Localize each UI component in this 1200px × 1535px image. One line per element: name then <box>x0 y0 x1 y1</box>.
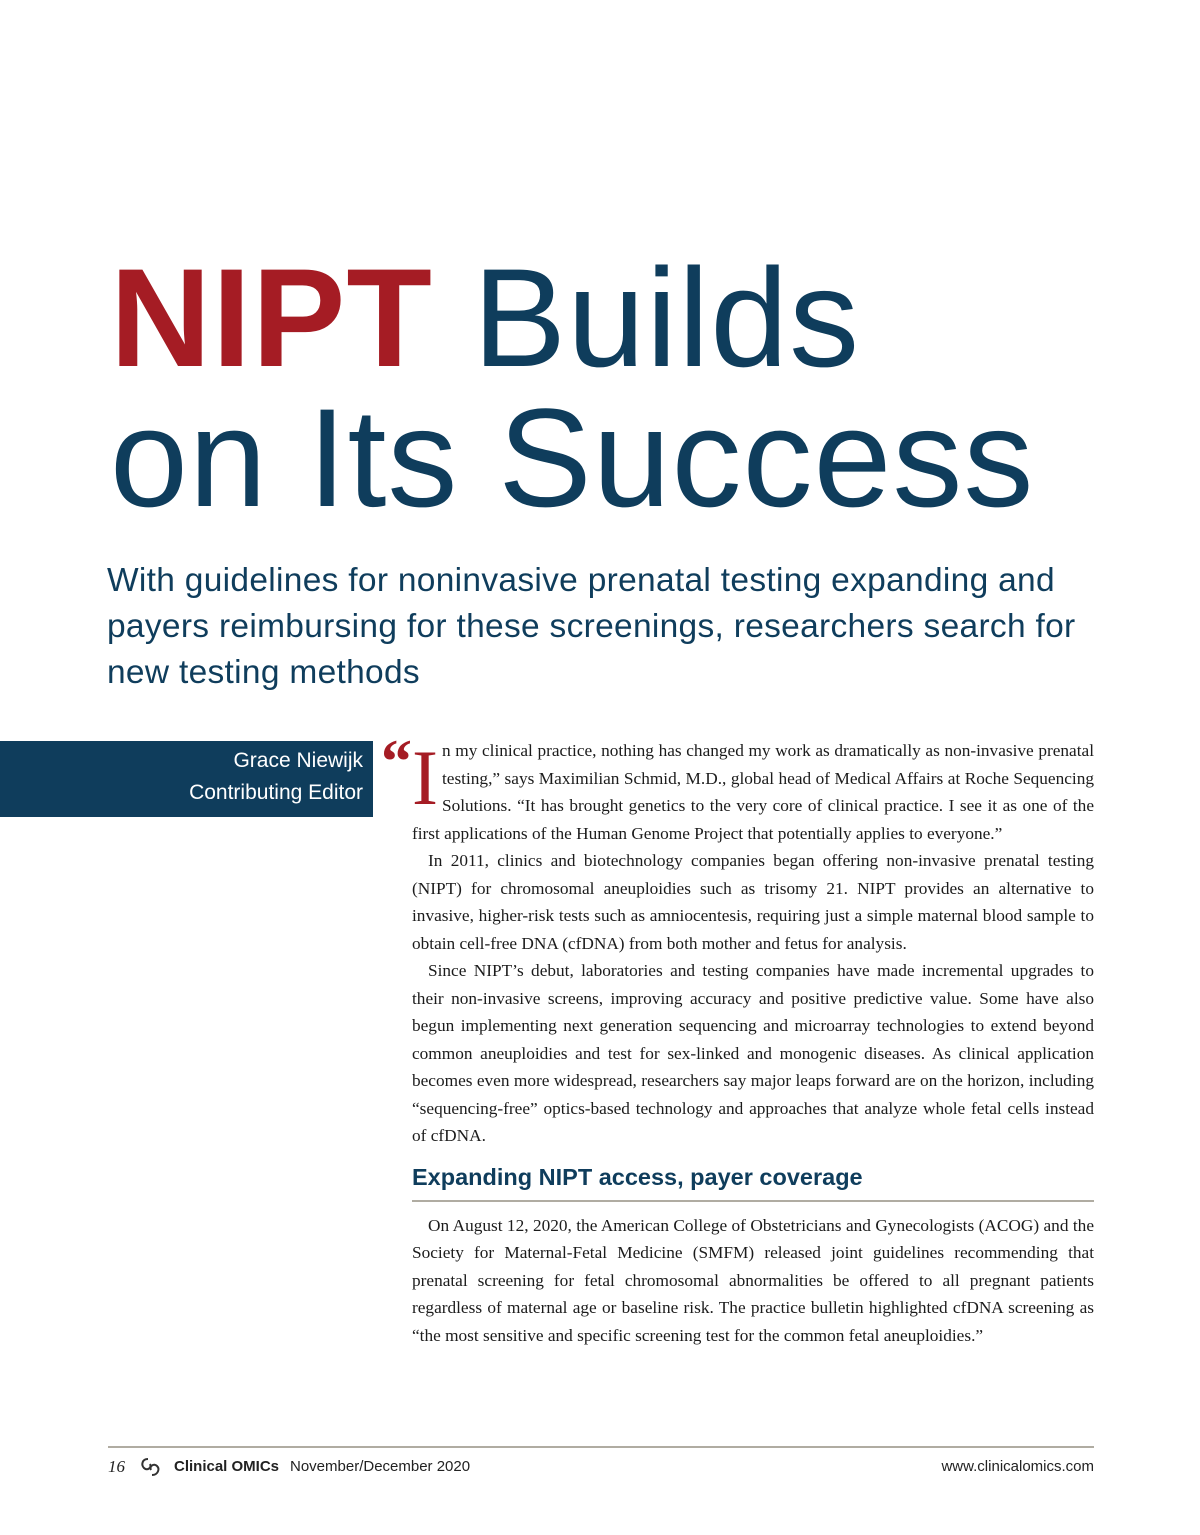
page-footer <box>108 1455 1094 1479</box>
paragraph-3: Since NIPT’s debut, laboratories and testing companies have made incremental upgrades to their non-invasive screens, improving accuracy and positive predictive value. Some have also begun implementing next generation sequencing and microarray technologies to extend beyond common aneuploidies and test for sex-linked and monogenic diseases. As clinical application becomes even more widespread, researchers say major leaps forward are on the horizon, including “sequencing-free” optics-based technology and approaches that analyze whole fetal cells instead of cfDNA. <box>412 961 1094 1145</box>
article-title <box>110 239 1035 536</box>
clinical-omics-logo-icon <box>138 1456 164 1478</box>
byline-box <box>0 741 373 817</box>
paragraph-1-text: n my clinical practice, nothing has changed my work as dramatically as non-invasive prenatal testing,” says Maximilian Schmid, M.D., global head of Medical Affairs at Roche Sequencing Solutions. “It has brought genetics to the very core of clinical practice. I see it as one of the first applications of the Human Genome Project that potentially applies to everyone.” <box>412 741 1094 843</box>
article-body <box>412 734 1094 1349</box>
author-role: Contributing Editor <box>189 781 363 804</box>
author-name: Grace Niewijk <box>233 749 363 772</box>
drop-cap: I <box>412 734 438 821</box>
issue-date: November/December 2020 <box>290 1458 471 1475</box>
footer-rule <box>108 1446 1094 1448</box>
section-heading: Expanding NIPT access, payer coverage <box>412 1160 1094 1202</box>
paragraph-1 <box>412 734 1094 847</box>
paragraph-2: In 2011, clinics and biotechnology companies began offering non-invasive prenatal testing (NIPT) for chromosomal aneuploidies such as trisomy 21. NIPT provides an alternative to invasive, higher-risk tests such as amniocentesis, requiring just a simple maternal blood sample to obtain cell-free DNA (cfDNA) from both mother and fetus for analysis. <box>412 851 1094 953</box>
title-emphasis: NIPT <box>110 239 433 396</box>
publication-name: Clinical OMICs <box>174 1458 280 1475</box>
open-quote-mark: “ <box>381 728 412 796</box>
page-number: 16 <box>108 1457 125 1476</box>
title-line1-rest: Builds <box>432 239 861 396</box>
website-link[interactable]: www.clinicalomics.com <box>941 1458 1094 1475</box>
paragraph-4: On August 12, 2020, the American College of Obstetricians and Gynecologists (ACOG) and the Society for Maternal-Fetal Medicine (SMFM) released joint guidelines recommending that prenatal screening for fetal chromosomal abnormalities be offered to all pregnant patients regardless of maternal age or baseline risk. The practice bulletin highlighted cfDNA screening as “the most sensitive and specific screening test for the common fetal aneuploidies.” <box>412 1215 1094 1345</box>
article-subtitle: With guidelines for noninvasive prenatal testing expanding and payers reimbursing for these screenings, researchers search for new testing methods <box>107 562 1076 691</box>
title-line2: on Its Success <box>110 379 1035 536</box>
